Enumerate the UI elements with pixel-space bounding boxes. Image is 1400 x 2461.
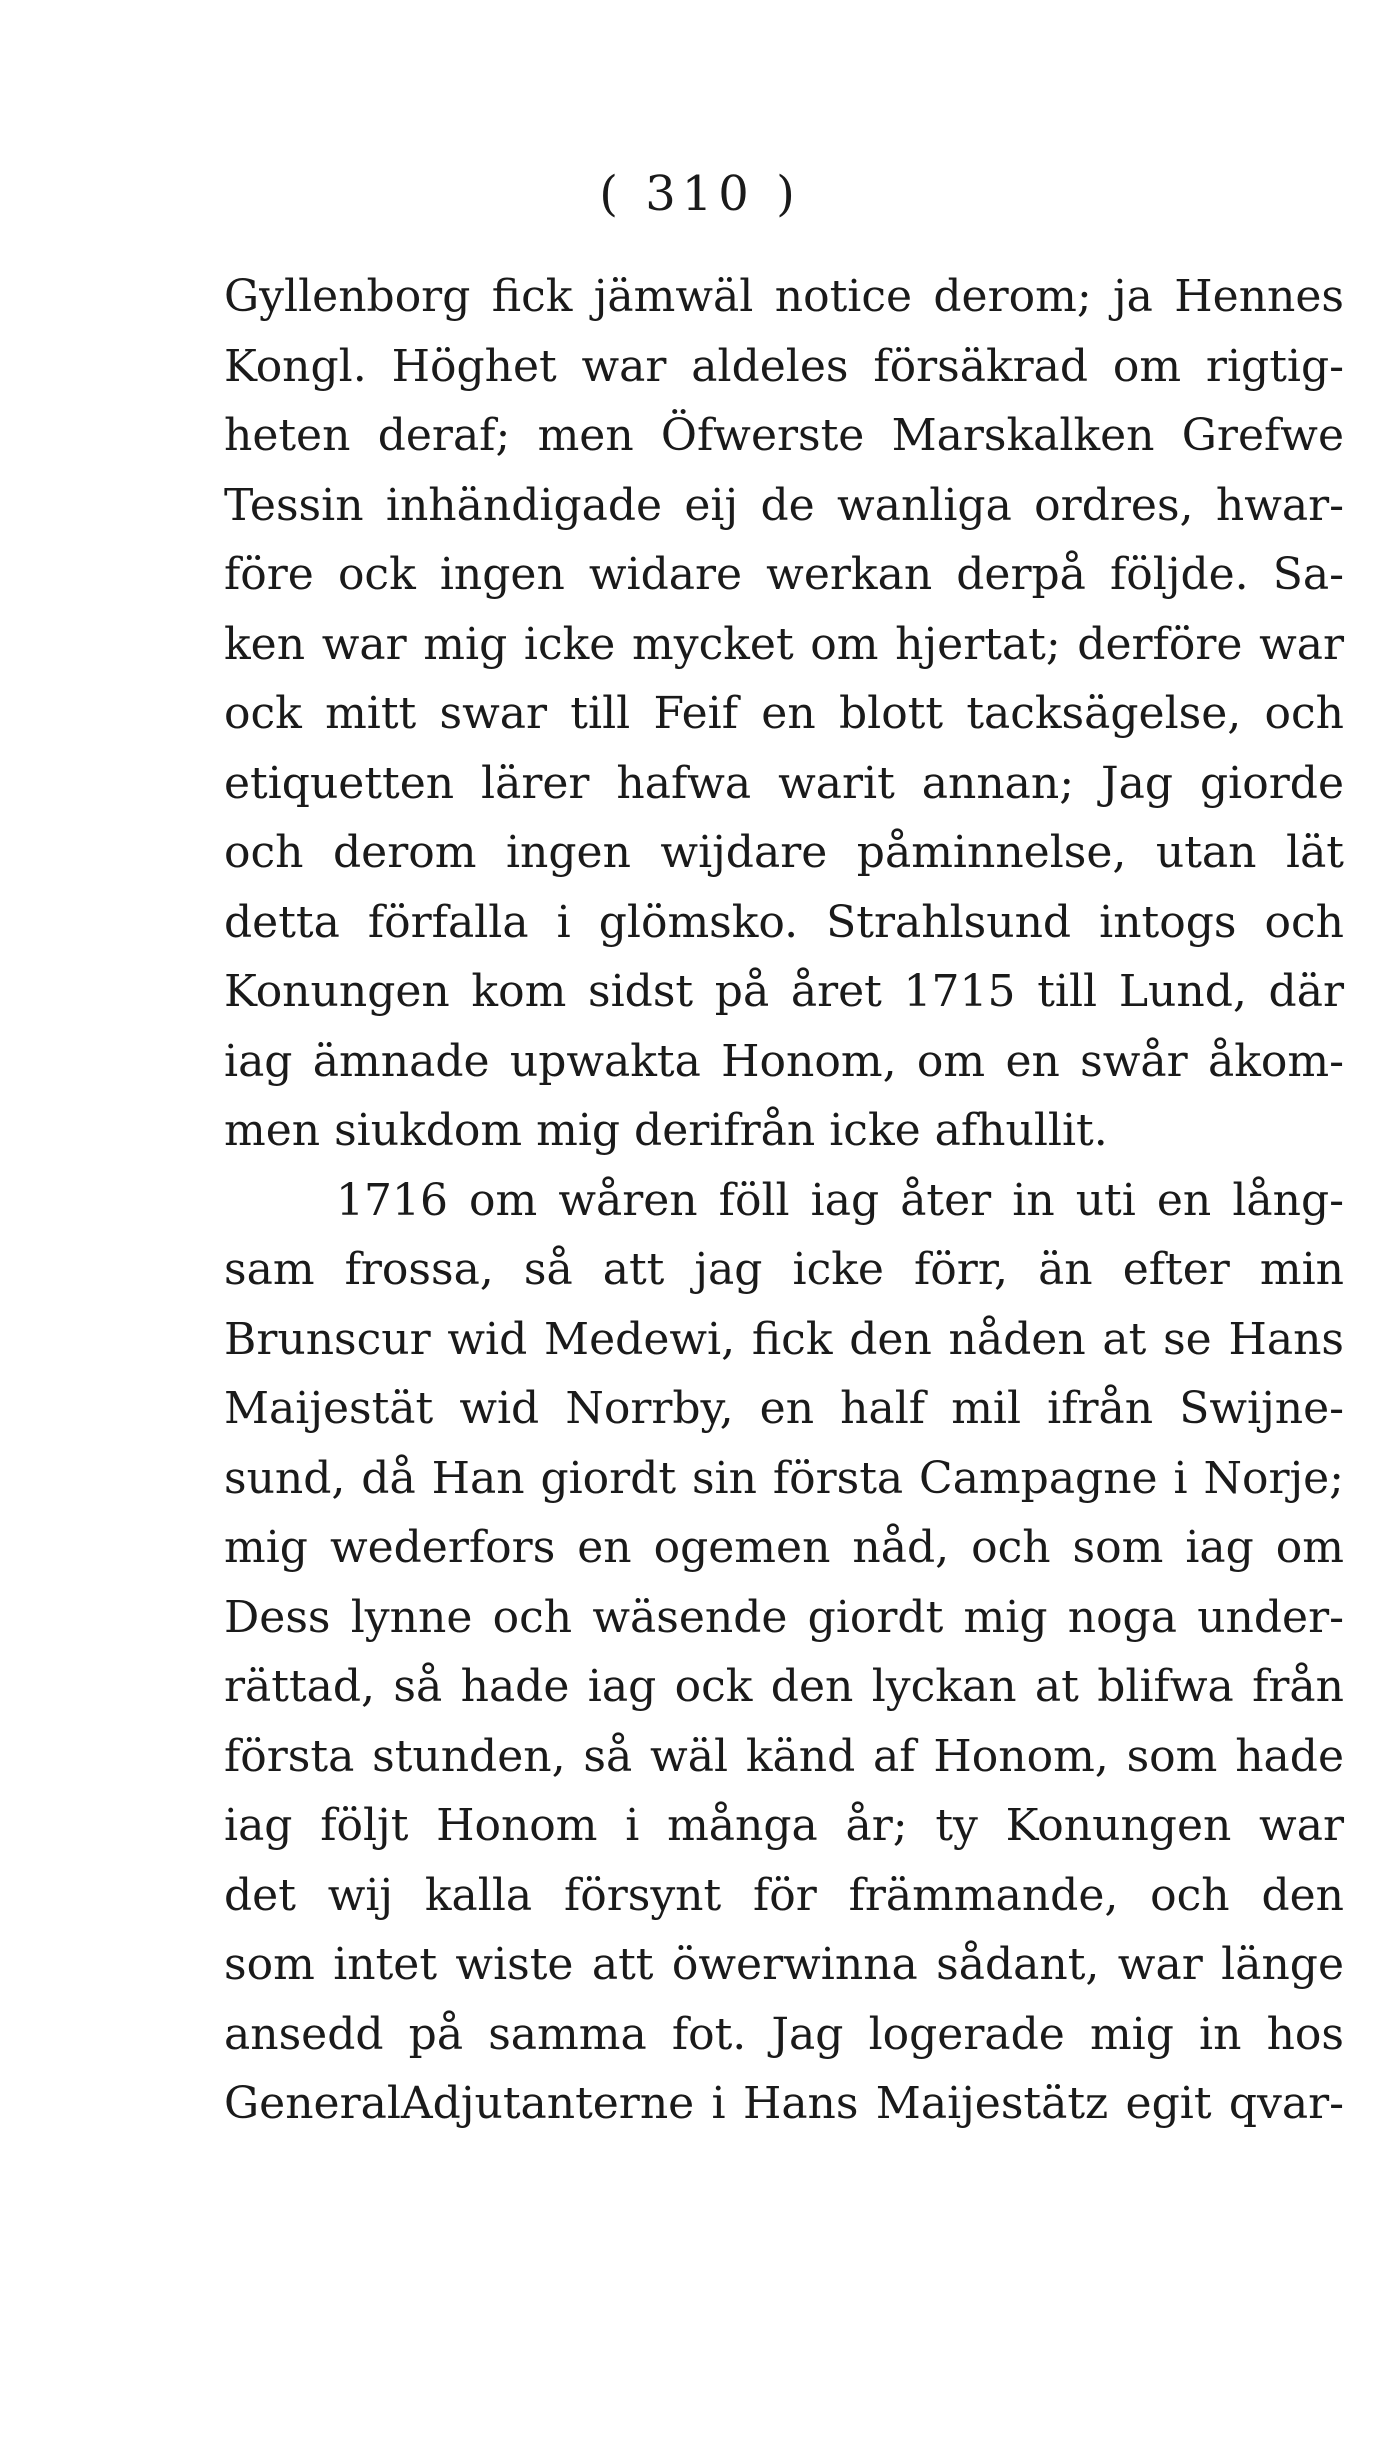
text-line: men siukdom mig derifrån icke afhullit. [224, 1105, 1108, 1156]
text-line: iag följt Honom i många år; ty Konungen war [224, 1800, 1344, 1851]
text-line: Gyllenborg fick jämwäl notice derom; ja Hennes [224, 271, 1344, 322]
text-line: Dess lynne och wäsende giordt mig noga under- [224, 1591, 1344, 1643]
text-line: som intet wiste att öwerwinna sådant, war länge [224, 1939, 1344, 1990]
body-text [224, 262, 1344, 2139]
text-line: första stunden, så wäl känd af Honom, som hade [224, 1730, 1344, 1782]
text-line: Brunscur wid Medewi, fick den nåden at se Hans [224, 1313, 1344, 1365]
text-line: det wij kalla försynt för främmande, och den [224, 1869, 1344, 1921]
text-line: detta förfalla i glömsko. Strahlsund intogs och [224, 896, 1344, 948]
text-line: sund, då Han giordt sin första Campagne i Norje; [224, 1452, 1344, 1504]
text-line: ansedd på samma fot. Jag logerade mig in hos [224, 2008, 1344, 2060]
text-line: mig wederfors en ogemen nåd, och som iag om [224, 1522, 1344, 1573]
text-line: Tessin inhändigade eij de wanliga ordres, hwar- [224, 479, 1344, 531]
text-line: heten deraf; men Öfwerste Marskalken Grefwe [224, 410, 1344, 461]
text-line: sam frossa, så att jag icke förr, än efter min [224, 1244, 1344, 1295]
text-line: Kongl. Höghet war aldeles försäkrad om rigtig- [224, 340, 1344, 392]
paragraph-1 [224, 262, 1344, 1166]
page-number: ( 310 ) [599, 166, 801, 222]
text-line: ken war mig icke mycket om hjertat; derföre war [224, 618, 1344, 670]
text-line: iag ämnade upwakta Honom, om en swår åkom- [224, 1035, 1344, 1087]
paragraph-2 [224, 1166, 1344, 2139]
text-line: Konungen kom sidst på året 1715 till Lund, där [224, 966, 1344, 1017]
text-line: GeneralAdjutanterne i Hans Maijestätz egit qvar- [224, 2078, 1344, 2129]
text-line: 1716 om wåren föll iag åter in uti en lång- [336, 1174, 1344, 1226]
text-line: ock mitt swar till Feif en blott tacksägelse, och [224, 688, 1344, 739]
text-line: rättad, så hade iag ock den lyckan at blifwa från [224, 1661, 1344, 1712]
text-line: etiquetten lärer hafwa warit annan; Jag giorde [224, 757, 1344, 809]
text-line: Maijestät wid Norrby, en half mil ifrån Swijne- [224, 1383, 1344, 1434]
text-line: och derom ingen wijdare påminnelse, utan lät [224, 827, 1344, 878]
text-line: före ock ingen widare werkan derpå följde. Sa- [224, 549, 1344, 600]
